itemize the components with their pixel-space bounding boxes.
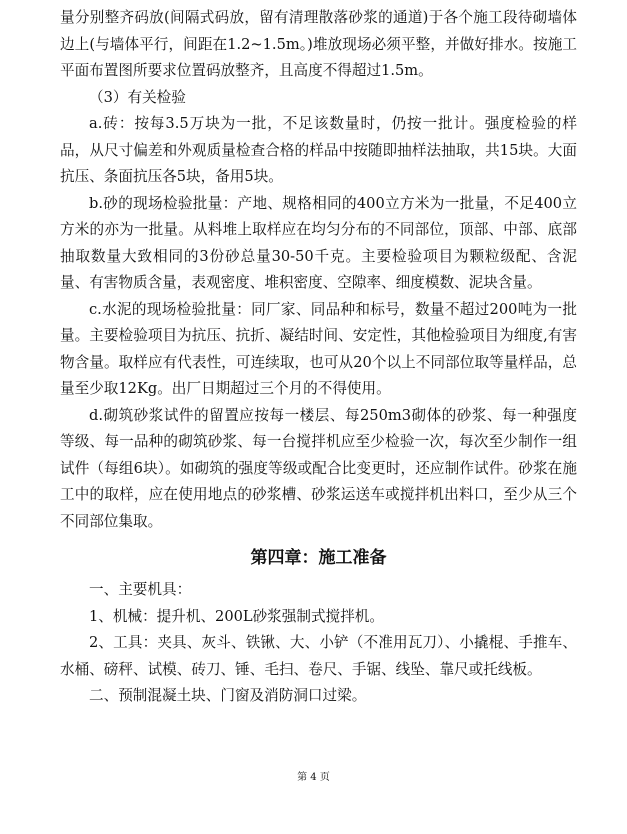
paragraph: 一、主要机具： [89,581,192,598]
paragraph: c.水泥的现场检验批量：同厂家、同品种和标号，数量不超过200吨为一批量。主要检验项目为抗压、抗折、凝结时间、安定性，其他检验项目为细度,有害物含量。取样应有代表性，可连续取，也可从20个以上不同部位取等量样品，总量至少取12Kg。出厂日期超过三个月的不得使用。 [60,300,577,397]
paragraph: 二、预制混凝土块、门窗及消防洞口过梁。 [89,687,367,704]
paragraph: 1、机械：提升机、200L砂浆强制式搅拌机。 [89,607,384,625]
document-body [60,5,577,710]
section-inspection [60,5,577,535]
paragraph: （3）有关检验 [89,88,186,106]
paragraph: 2、工具：夹具、灰斗、铁锹、大、小铲（不准用瓦刀）、小撬棍、手推车、水桶、磅秤、试模、砖刀、锤、毛扫、卷尺、手锯、线坠、靠尺或托线板。 [60,634,577,678]
section-preparation [60,577,577,710]
paragraph: a.砖：按每3.5万块为一批，不足该数量时，仍按一批计。强度检验的样品，从尺寸偏差和外观质量检查合格的样品中按随即抽样法抽取，共15块。大面抗压、条面抗压各5块，备用5块。 [60,115,577,185]
paragraph: d.砌筑砂浆试件的留置应按每一楼层、每250m3砌体的砂浆、每一种强度等级、每一品种的砌筑砂浆、每一台搅拌机应至少检验一次，每次至少制作一组试件（每组6块）。如砌筑的强度等级或配合比变更时，还应制作试件。砂浆在施工中的取样，应在使用地点的砂浆槽、砂浆运送车或搅拌机出料口，至少从三个不同部位集取。 [60,406,577,530]
paragraph: 量分别整齐码放(间隔式码放，留有清理散落砂浆的通道)于各个施工段待砌墙体边上(与墙体平行，间距在1.2~1.5m。)堆放现场必须平整，并做好排水。按施工平面布置图所要求位置码放整齐，且高度不得超过1.5m。 [60,9,577,79]
page-number: 第 4 页 [297,772,330,783]
paragraph: b.砂的现场检验批量：产地、规格相同的400立方米为一批量，不足400立方米的亦为一批量。从料堆上取样应在均匀分布的不同部位，顶部、中部、底部抽取数量大致相同的3份砂总量30-50千克。主要检验项目为颗粒级配、含泥量、有害物质含量，表观密度、堆积密度、空隙率、细度模数、泥块含量。 [60,194,577,291]
chapter-title: 第四章：施工准备 [250,548,387,568]
